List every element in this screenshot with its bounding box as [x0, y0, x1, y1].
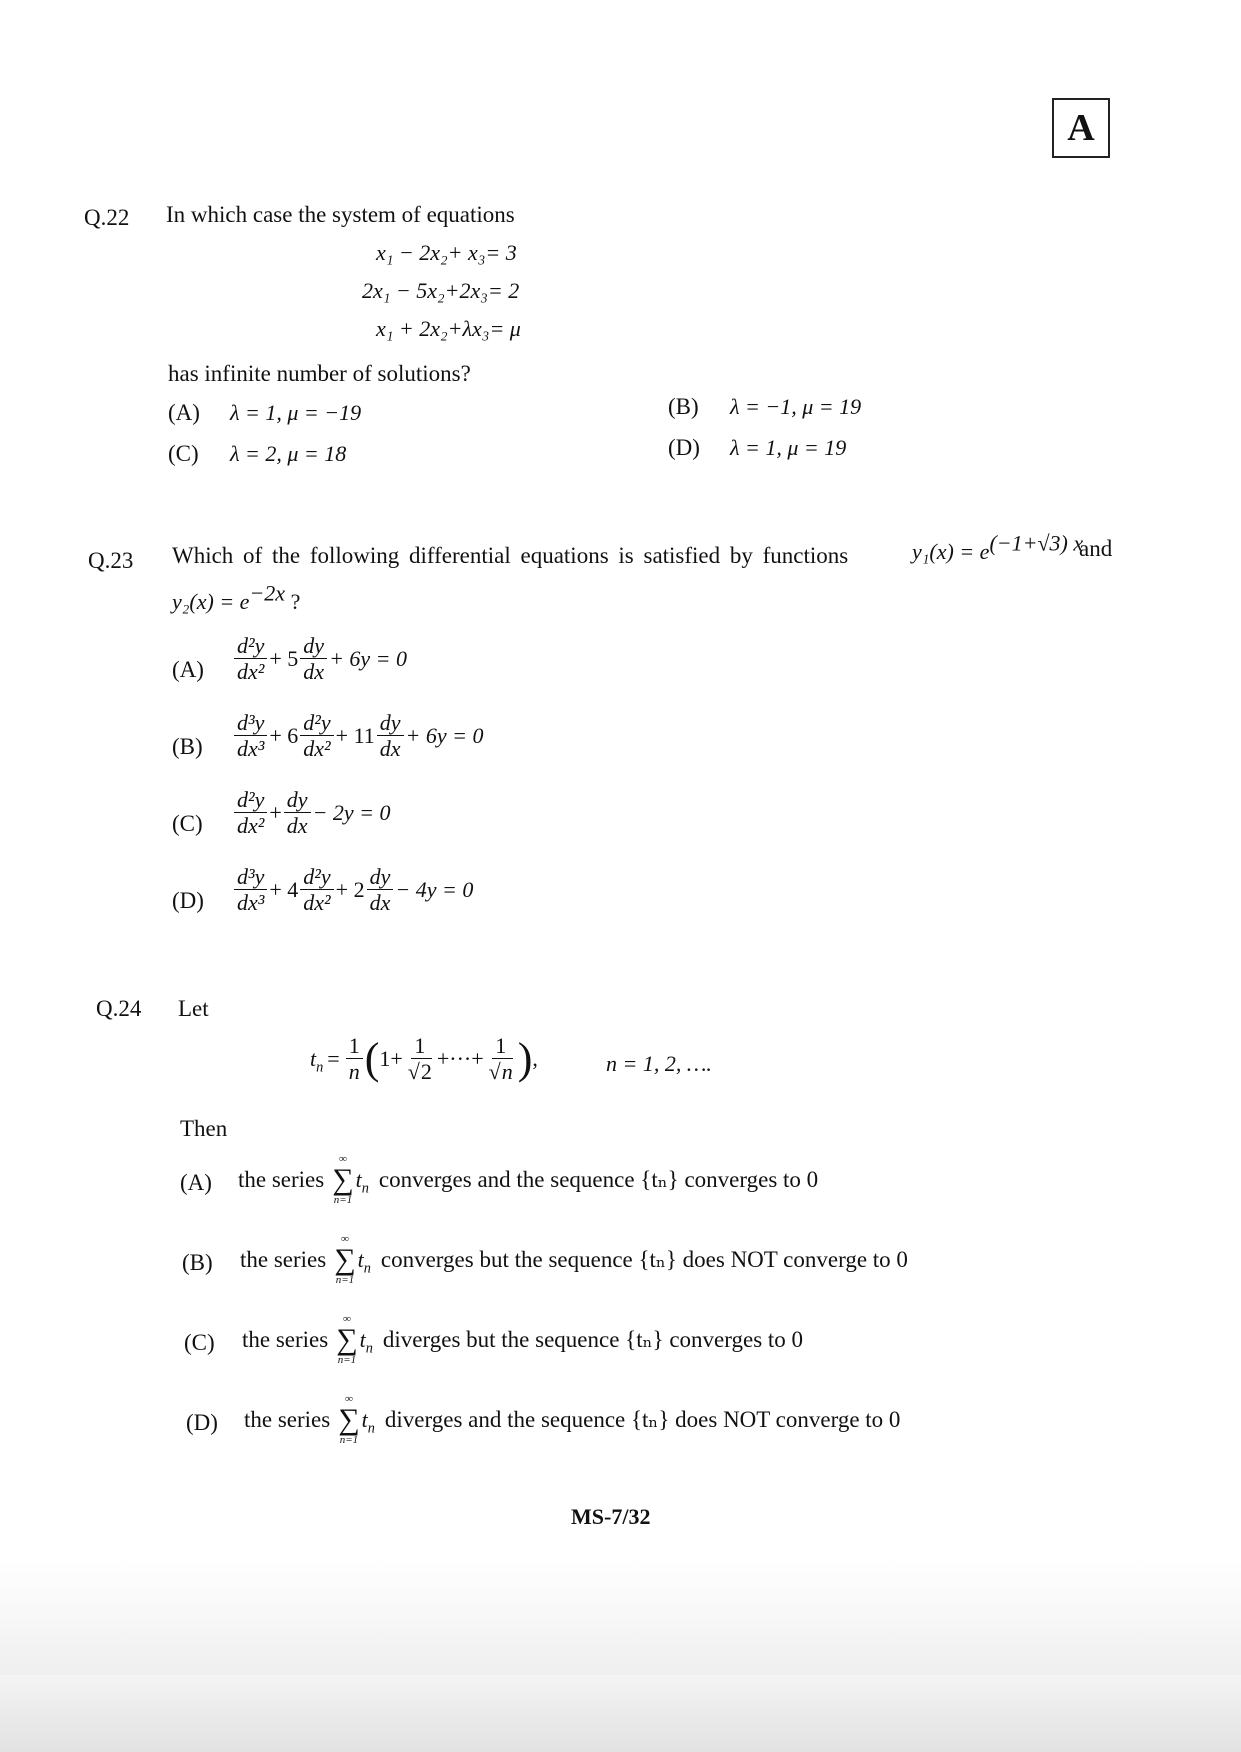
- q22-equation-2: 2x₁ − 5x₂+2x₃= 2: [362, 278, 520, 303]
- q22-option-a-label: (A): [168, 400, 200, 425]
- q24-option-d: the series ∞ ∑ n=1 $t_n$ diverges and the sequence {tₙ} does NOT converge to 0: [244, 1393, 901, 1446]
- scan-edge: [0, 1675, 1241, 1752]
- q24-option-b-label: (B): [182, 1250, 213, 1275]
- q22-option-b-text: λ = −1, μ = 19: [730, 394, 862, 419]
- q24-number: Q.24: [96, 996, 142, 1021]
- q23-option-c-label: (C): [172, 811, 203, 836]
- q24-then: Then: [180, 1116, 228, 1141]
- q23-y2-exponent: −2x: [249, 580, 286, 606]
- q22-option-d-text: λ = 1, μ = 19: [730, 435, 847, 460]
- q24-option-c: the series ∞ ∑ n=1 $t_n$ diverges but the sequence {tₙ} converges to 0: [242, 1313, 804, 1366]
- q24-option-d-label: (D): [186, 1410, 218, 1435]
- q23-y1-exponent: (−1+√3) x: [989, 530, 1084, 556]
- q23-number: Q.23: [88, 548, 134, 573]
- q22-option-c-label: (C): [168, 441, 199, 466]
- q23-stem: Which of the following differential equations is satisfied by functions: [172, 543, 849, 568]
- q22-option-b-label: (B): [668, 394, 699, 419]
- q22-equation-1: x₁ − 2x₂+ x₃= 3: [376, 240, 517, 265]
- q23-option-d-label: (D): [172, 888, 204, 913]
- q24-option-b: the series ∞ ∑ n=1 $t_n$ converges but the sequence {tₙ} does NOT converge to 0: [240, 1233, 908, 1286]
- q22-equation-3: x₁ + 2x₂+λx₃= μ: [376, 316, 521, 341]
- q23-and: and: [1079, 536, 1113, 561]
- q23-option-c-equation: $\frac{\text{d²y}}{\text{dx²}}$ + $\frac{dy}{dx}$ − 2y = 0: [232, 788, 391, 837]
- q23-option-a-label: (A): [172, 657, 204, 682]
- q23-option-d-equation: $\frac{\text{d³y}}{\text{dx³}}$ + 4 $\frac{\text{d²y}}{\text{dx²}}$ + 2 $\frac{dy}{dx}$ − 4y = 0: [232, 865, 473, 914]
- q23-y1: $y_1(x) = e^{(-1+√3) x}$: [912, 530, 1084, 564]
- q22-stem-end: has infinite number of solutions?: [168, 361, 471, 386]
- q23-y2: $y_2(x) = e^{-2x}$ ?: [172, 580, 301, 614]
- q24-definition: $t_n$ = $\frac{1}{n}$ ( 1+ $\frac{1}{√2}$ +···+ $\frac{1}{√n}$ ) ,: [310, 1033, 538, 1085]
- q24-option-a: the series ∞ ∑ n=1 $t_n$ converges and the sequence {tₙ} converges to 0: [238, 1153, 819, 1206]
- q24-range: n = 1, 2, ….: [606, 1051, 712, 1076]
- q23-option-b-equation: $\frac{\text{d³y}}{\text{dx³}}$ + 6 $\frac{\text{d²y}}{\text{dx²}}$ + 11 $\frac{dy}{dx}$ + 6y = 0: [232, 711, 484, 760]
- q22-stem: In which case the system of equations: [166, 202, 515, 227]
- q23-option-b-label: (B): [172, 734, 203, 759]
- q22-option-c-text: λ = 2, μ = 18: [230, 441, 347, 466]
- q24-option-a-label: (A): [180, 1170, 212, 1195]
- q24-option-c-label: (C): [184, 1330, 215, 1355]
- scan-shading: [0, 1560, 1241, 1675]
- q22-option-a-text: λ = 1, μ = −19: [230, 400, 362, 425]
- set-code: A: [1067, 107, 1095, 149]
- q23-option-a-equation: $\frac{\text{d²y}}{\text{dx²}}$ + 5 $\frac{dy}{dx}$ + 6y = 0: [232, 634, 407, 683]
- page-footer: MS-7/32: [571, 1504, 651, 1529]
- q22-number: Q.22: [84, 205, 130, 230]
- set-code-box: [1052, 98, 1110, 158]
- q24-let: Let: [178, 996, 209, 1021]
- q22-option-d-label: (D): [668, 435, 700, 460]
